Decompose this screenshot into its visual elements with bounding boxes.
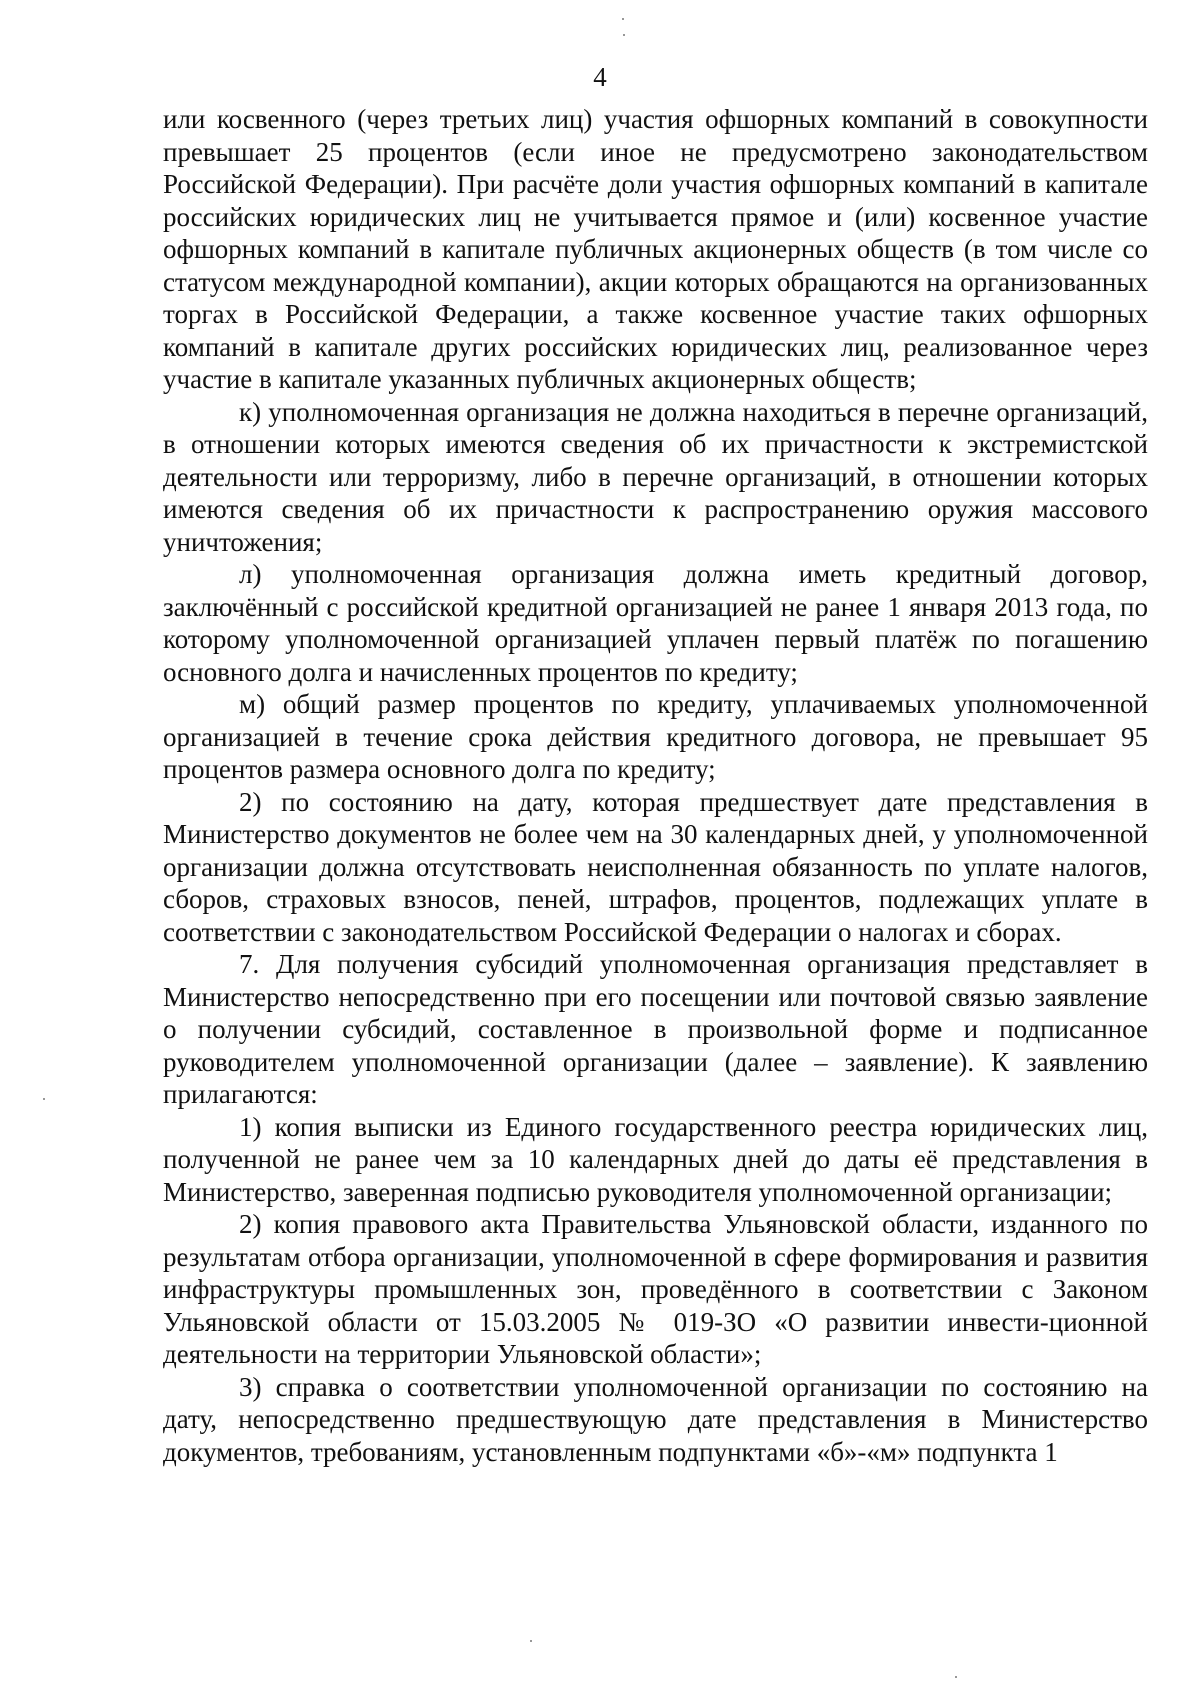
scan-speck	[623, 34, 625, 36]
page-number: 4	[593, 62, 607, 92]
paragraph: 3) справка о соответствии уполномоченной организации по состоянию на дату, непосредственно предшествующую дате представления в Министерство документов, требованиям, установленным подпунктами «б»-«м» подпункта 1	[163, 1371, 1148, 1467]
scan-speck	[43, 1098, 45, 1100]
paragraph: м) общий размер процентов по кредиту, уплачиваемых уполномоченной организацией в течение срока действия кредитного договора, не превышает 95 процентов размера основного долга по кредиту;	[163, 689, 1148, 784]
scan-speck	[955, 1676, 957, 1678]
paragraph: л) уполномоченная организация должна иметь кредитный договор, заключённый с российской кредитной организацией не ранее 1 января 2013 года, по которому уполномоченной организацией уплачен первый платёж по погашению основного долга и начисленных процентов по кредиту;	[163, 559, 1148, 687]
paragraph: к) уполномоченная организация не должна находиться в перечне организаций, в отношении которых имеются сведения об их причастности к экстремистской деятельности или терроризму, либо в перечне организаций, в отношении которых имеются сведения об их причастности к распространению оружия массового уничтожения;	[163, 396, 1148, 557]
scan-speck	[622, 18, 624, 20]
paragraph: или косвенного (через третьих лиц) участия офшорных компаний в совокупности превышает 25 процентов (если иное не предусмотрено законодательством Российской Федерации). При расчёте доли участия офшорных компаний в капитале российских юридических лиц не учитывается прямое и (или) косвенное участие офшорных компаний в капитале публичных акционерных обществ (в том числе со статусом международной компании), акции которых обращаются на организованных торгах в Российской Федерации, а также косвенное участие таких офшорных компаний в капитале других российских юридических лиц, реализованное через участие в капитале указанных публичных акционерных обществ;	[163, 104, 1148, 394]
document-body	[163, 103, 1148, 1468]
paragraph: 2) копия правового акта Правительства Ульяновской области, изданного по результатам отбора организации, уполномоченной в сфере формирования и развития инфраструктуры промышленных зон, проведённого в соответствии с Законом Ульяновской области от 15.03.2005 № 019-ЗО «О развитии инвести-ционной деятельности на территории Ульяновской области»;	[163, 1209, 1148, 1369]
paragraph: 1) копия выписки из Единого государственного реестра юридических лиц, полученной не ранее чем за 10 календарных дней до даты её представления в Министерство, заверенная подписью руководителя уполномоченной организации;	[163, 1111, 1148, 1207]
scan-speck	[530, 1640, 532, 1642]
paragraph: 7. Для получения субсидий уполномоченная организация представляет в Министерство непосредственно при его посещении или почтовой связью заявление о получении субсидий, составленное в произвольной форме и подписанное руководителем уполномоченной организации (далее – заявление). К заявлению прилагаются:	[163, 949, 1148, 1109]
paragraph: 2) по состоянию на дату, которая предшествует дате представления в Министерство документов не более чем на 30 календарных дней, у уполномоченной организации должна отсутствовать неисполненная обязанность по уплате налогов, сборов, страховых взносов, пеней, штрафов, процентов, подлежащих уплате в соответствии с законодательством Российской Федерации о налогах и сборах.	[163, 786, 1148, 947]
